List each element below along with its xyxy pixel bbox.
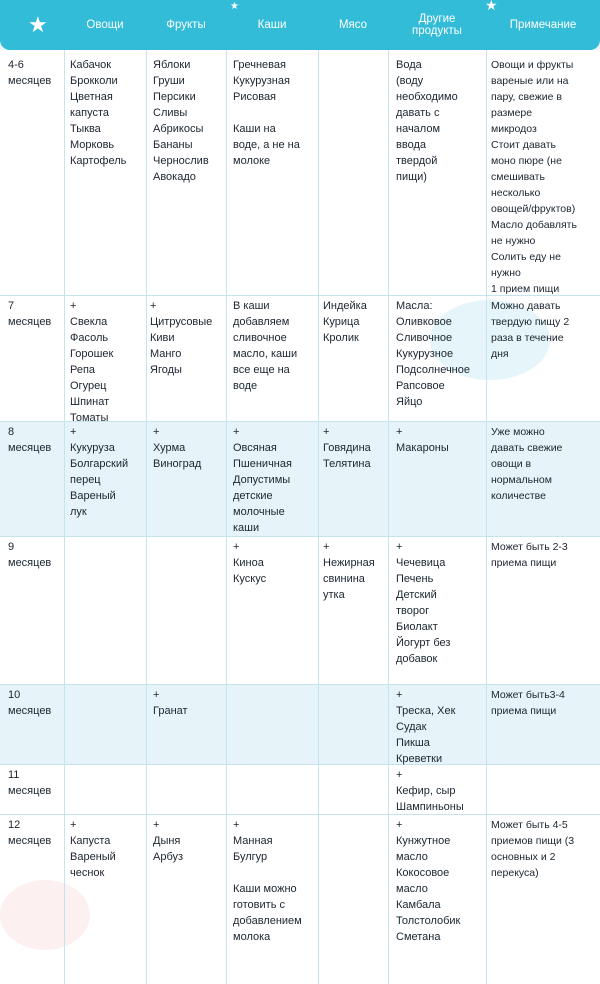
fruit-cell: + Дыня Арбуз bbox=[153, 819, 184, 863]
table-header bbox=[0, 0, 600, 50]
grid-vline bbox=[318, 50, 319, 984]
col-header-meat: Мясо bbox=[338, 19, 368, 31]
veg-cell: + Кукуруза Болгарский перец Вареный лук bbox=[70, 426, 129, 518]
grid-vline bbox=[64, 50, 65, 984]
note-cell: Уже можно давать свежие овощи в нормальном количестве bbox=[491, 426, 563, 502]
grid-hline bbox=[0, 536, 600, 537]
row-bg-11 bbox=[0, 764, 600, 814]
age-cell: 7 месяцев bbox=[8, 300, 52, 328]
veg-cell: + Капуста Вареный чеснок bbox=[70, 819, 116, 879]
grid-vline bbox=[226, 50, 227, 984]
veg-cell: Кабачок Брокколи Цветная капуста Тыква Морковь Картофель bbox=[70, 59, 127, 167]
fruit-cell: + Гранат bbox=[153, 689, 188, 717]
meat-cell: + Нежирная свинина утка bbox=[323, 541, 375, 601]
grid-hline bbox=[0, 764, 600, 765]
other-cell: + Треска, Хек Судак Пикша Креветки bbox=[396, 689, 456, 765]
other-cell: + Чечевица Печень Детский творог Биолакт Йогурт без добавок bbox=[396, 541, 451, 665]
star-icon: ★ bbox=[28, 12, 48, 37]
col-header-veg: Овощи bbox=[86, 19, 124, 31]
decor-shape bbox=[0, 880, 90, 950]
grid-vline bbox=[146, 50, 147, 984]
grid-hline bbox=[0, 814, 600, 815]
age-cell: 10 месяцев bbox=[8, 689, 52, 717]
star-icon-small: ★ bbox=[230, 1, 239, 12]
grid-vline bbox=[486, 50, 487, 984]
other-cell: + Кунжутное масло Кокосовое масло Камбала Толстолобик Сметана bbox=[396, 819, 461, 943]
age-cell: 9 месяцев bbox=[8, 541, 52, 569]
meat-cell: Индейка Курица Кролик bbox=[323, 300, 367, 344]
age-cell: 12 месяцев bbox=[8, 819, 52, 847]
meat-cell: + Говядина Телятина bbox=[323, 426, 371, 470]
age-cell: 11 месяцев bbox=[8, 769, 52, 797]
age-cell: 8 месяцев bbox=[8, 426, 52, 454]
col-header-other: Другие продукты bbox=[412, 13, 462, 37]
porridge-cell: + Овсяная Пшеничная Допустимы детские молочные каши bbox=[233, 426, 292, 534]
porridge-cell: Гречневая Кукурузная Рисовая Каши на воде, а не на молоке bbox=[233, 59, 300, 167]
porridge-cell: + Киноа Кускус bbox=[233, 541, 267, 585]
other-cell: + Кефир, сыр Шампиньоны bbox=[396, 769, 464, 813]
fruit-cell: + Хурма Виноград bbox=[153, 426, 202, 470]
note-cell: Можно давать твердую пищу 2 раза в течение дня bbox=[491, 300, 570, 360]
other-cell: + Макароны bbox=[396, 426, 449, 454]
fruit-cell: Яблоки Груши Персики Сливы Абрикосы Бананы Чернослив Авокадо bbox=[153, 59, 209, 183]
porridge-cell: В каши добавляем сливочное масло, каши все еще на воде bbox=[233, 300, 298, 392]
other-cell: Вода (воду необходимо давать с началом ввода твердой пищи) bbox=[396, 59, 458, 183]
fruit-cell: + Цитрусовые Киви Манго Ягоды bbox=[150, 300, 213, 376]
porridge-cell: + Манная Булгур Каши можно готовить с добавлением молока bbox=[233, 819, 302, 943]
age-cell: 4-6 месяцев bbox=[8, 59, 52, 87]
col-header-note: Примечание bbox=[509, 19, 577, 31]
veg-cell: + Свекла Фасоль Горошек Репа Огурец Шпинат Томаты bbox=[70, 300, 114, 424]
note-cell: Может быть 4-5 приемов пищи (3 основных и 2 перекуса) bbox=[491, 819, 575, 879]
grid-hline bbox=[0, 684, 600, 685]
col-header-porridge: Каши bbox=[257, 19, 287, 31]
col-header-fruit: Фрукты bbox=[166, 19, 206, 31]
star-icon-small-right: ★ bbox=[485, 0, 498, 13]
note-cell: Может быть3-4 приема пищи bbox=[491, 689, 565, 717]
note-cell: Овощи и фрукты вареные или на пару, свежие в размере микродоз Стоит давать моно пюре (не смешивать несколько овощей/фруктов) Масло добавлять не нужно Солить еду не нужно 1 прием пищи bbox=[491, 59, 577, 295]
other-cell: Масла: Оливковое Сливочное Кукурузное Подсолнечное Рапсовое Яйцо bbox=[396, 300, 470, 408]
grid-vline bbox=[388, 50, 389, 984]
note-cell: Может быть 2-3 приема пищи bbox=[491, 541, 568, 569]
